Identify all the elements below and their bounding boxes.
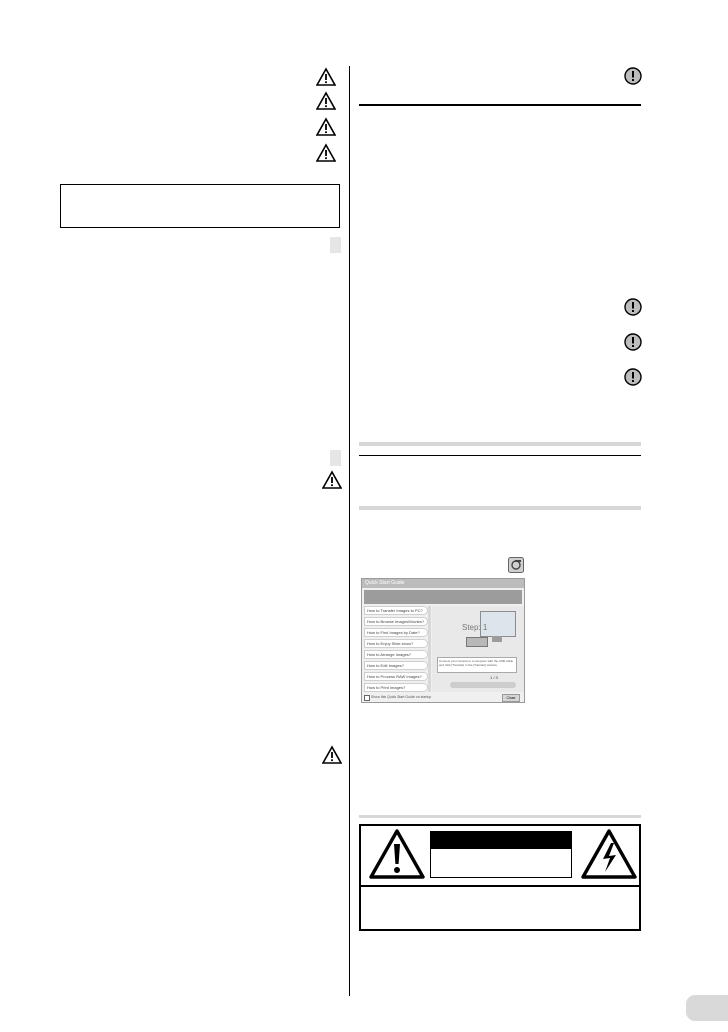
section-bar (359, 815, 641, 818)
section-tab-marker (330, 237, 341, 253)
topic-list-item[interactable]: How to Find Images by Date? (364, 628, 428, 637)
section-rule (359, 455, 641, 456)
header-band (364, 590, 522, 604)
section-tab-marker (330, 450, 341, 466)
caution-exclamation-icon (624, 298, 642, 316)
window-footer (364, 694, 522, 702)
window-title-bar (362, 579, 524, 588)
navigation-button-row[interactable] (450, 682, 516, 688)
topic-list-item[interactable]: How to Arrange Images? (364, 650, 428, 659)
warning-triangle-icon (322, 470, 342, 490)
warning-triangle-icon (316, 67, 336, 87)
list-scrollbar[interactable] (428, 606, 431, 692)
caution-exclamation-icon (624, 333, 642, 351)
close-button[interactable]: Close (502, 694, 520, 702)
section-bar (359, 506, 641, 510)
caution-exclamation-icon (624, 368, 642, 386)
caution-box-divider (361, 885, 639, 887)
topic-list-item[interactable]: How to Transfer Images to PC? (364, 606, 428, 615)
topic-list-item[interactable]: How to Enjoy Slide show? (364, 639, 428, 648)
step-label: Step: 1 (462, 623, 488, 632)
warning-triangle-icon (316, 117, 336, 137)
warning-triangle-icon (316, 143, 336, 163)
step-navigation[interactable]: 1 / 3 (490, 675, 498, 680)
topic-list-item[interactable]: How to Browse Images/Movies? (364, 617, 428, 626)
caution-exclamation-icon (624, 67, 642, 85)
camera-illustration (466, 637, 488, 647)
caution-label-plate (430, 831, 572, 878)
warning-triangle-icon (368, 828, 426, 880)
electric-shock-icon (580, 828, 638, 880)
topic-list-item[interactable]: How to Process RAW Images? (364, 672, 428, 681)
window-title: Quick Start Guide (365, 580, 405, 586)
instruction-text: Connect your camera to a computer with the USB cable and click [Transfer] in the [Transfer] window. (437, 657, 517, 673)
topic-list (364, 606, 428, 692)
section-rule (359, 104, 641, 106)
warning-triangle-icon (322, 745, 342, 765)
monitor-stand-illustration (492, 636, 502, 642)
topic-list-item[interactable]: How to Print Images? (364, 683, 428, 692)
section-bar (359, 442, 641, 446)
page-number-badge (686, 995, 728, 1021)
column-divider (349, 66, 350, 996)
notice-box (60, 184, 340, 228)
topic-list-item[interactable]: How to Edit Images? (364, 661, 428, 670)
caution-label-header (431, 832, 571, 849)
warning-triangle-icon (316, 91, 336, 111)
startup-checkbox[interactable] (364, 695, 370, 701)
quick-start-guide-screenshot (361, 578, 525, 703)
software-app-icon (508, 557, 524, 573)
startup-checkbox-label: Show this Quick Start Guide on startup (371, 695, 432, 699)
